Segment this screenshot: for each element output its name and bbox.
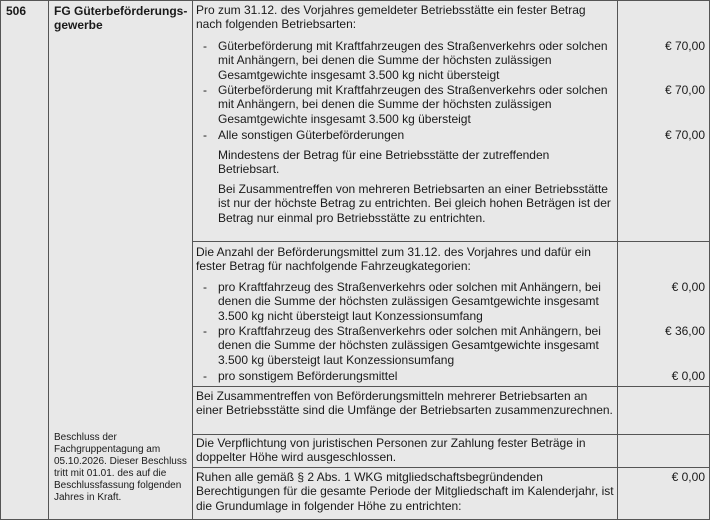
section2-item-3-amount: € 0,00 — [671, 369, 705, 383]
divider — [618, 386, 709, 387]
section2-intro: Die Anzahl der Beförderungsmittel zum 31.12. des Vorjahres und dafür ein fester Betrag für nachfolgende Fahrzeugkategorien: — [196, 245, 591, 274]
section1-note-1: Mindestens der Betrag für eine Betriebsstätte der zutreffenden Betriebsart. — [218, 148, 550, 177]
section2-item-3-text: pro sonstigem Beförderungsmittel — [218, 369, 398, 383]
row-name: FG Güterbeförderungs-gewerbe — [54, 4, 188, 32]
beschluss-note: Beschluss der Fachgruppentagung am 05.10.2026. Dieser Beschluss tritt mit 01.01. des auf die Beschlussfassung folgenden Jahres in Kraft. — [54, 432, 187, 503]
divider — [618, 241, 709, 242]
section1-item-2-amount: € 70,00 — [664, 83, 705, 97]
section3-text: Bei Zusammentreffen von Beförderungsmitteln mehrerer Betriebsarten an einer Betriebsstätte sind die Umfänge der Betriebsarten zusammenzurechnen. — [196, 389, 613, 418]
section2-item-2-amount: € 36,00 — [664, 324, 705, 338]
section2-item-1-amount: € 0,00 — [671, 280, 705, 294]
section4-text: Die Verpflichtung von juristischen Personen zur Zahlung fester Beträge in doppelter Höhe wird ausgeschlossen. — [196, 436, 586, 465]
divider — [193, 241, 617, 242]
section2-item-1-text: pro Kraftfahrzeug des Straßenverkehrs oder solchen mit Anhängern, bei denen die Summe der höchsten zulässigen Gesamtgewichte insgesamt 3.500 kg nicht übersteigt laut Konzessionsumfang — [218, 280, 601, 323]
bullet-dash: - — [203, 128, 207, 142]
divider — [193, 386, 617, 387]
section1-note-2: Bei Zusammentreffen von mehreren Betriebsarten an einer Betriebsstätte ist nur der höchste Betrag zu entrichten. Bei gleich hohen Beträgen ist der Betrag nur einmal pro Betriebsstätte zu entrichten. — [218, 182, 611, 225]
section1-item-1-amount: € 70,00 — [664, 39, 705, 53]
bullet-dash: - — [203, 83, 207, 97]
bullet-dash: - — [203, 369, 207, 383]
section2-item-2-text: pro Kraftfahrzeug des Straßenverkehrs oder solchen mit Anhängern, bei denen die Summe der höchsten zulässigen Gesamtgewichte insgesamt 3.500 kg übersteigt laut Konzessionsumfang — [218, 324, 601, 367]
section1-item-1-text: Güterbeförderung mit Kraftfahrzeugen des Straßenverkehrs oder solchen mit Anhängern, bei denen die Summe der höchsten zulässigen Gesamtgewichte insgesamt 3.500 kg nicht übersteigt — [218, 39, 608, 82]
bullet-dash: - — [203, 280, 207, 294]
row-name-cell — [49, 1, 193, 519]
description-cell — [193, 1, 618, 519]
divider — [618, 467, 709, 468]
section1-item-3-amount: € 70,00 — [664, 128, 705, 142]
bullet-dash: - — [203, 324, 207, 338]
section1-item-2-text: Güterbeförderung mit Kraftfahrzeugen des Straßenverkehrs oder solchen mit Anhängern, bei denen die Summe der höchsten zulässigen Gesamtgewichte insgesamt 3.500 kg übersteigt — [218, 83, 608, 126]
section5-amount: € 0,00 — [671, 470, 705, 484]
divider — [193, 467, 617, 468]
section1-item-3-text: Alle sonstigen Güterbeförderungen — [218, 128, 405, 142]
section5-text: Ruhen alle gemäß § 2 Abs. 1 WKG mitgliedschaftsbegründenden Berechtigungen für die gesamte Periode der Mitgliedschaft im Kalenderjahr, ist die Grundumlage in folgender Höhe zu entrichten: — [196, 470, 614, 513]
row-number: 506 — [6, 4, 27, 18]
divider — [193, 434, 617, 435]
amount-cell — [618, 1, 709, 519]
section1-intro: Pro zum 31.12. des Vorjahres gemeldeter Betriebsstätte ein fester Betrag nach folgenden Betriebsarten: — [196, 3, 586, 32]
row-number-cell — [1, 1, 49, 519]
bullet-dash: - — [203, 39, 207, 53]
divider — [618, 434, 709, 435]
